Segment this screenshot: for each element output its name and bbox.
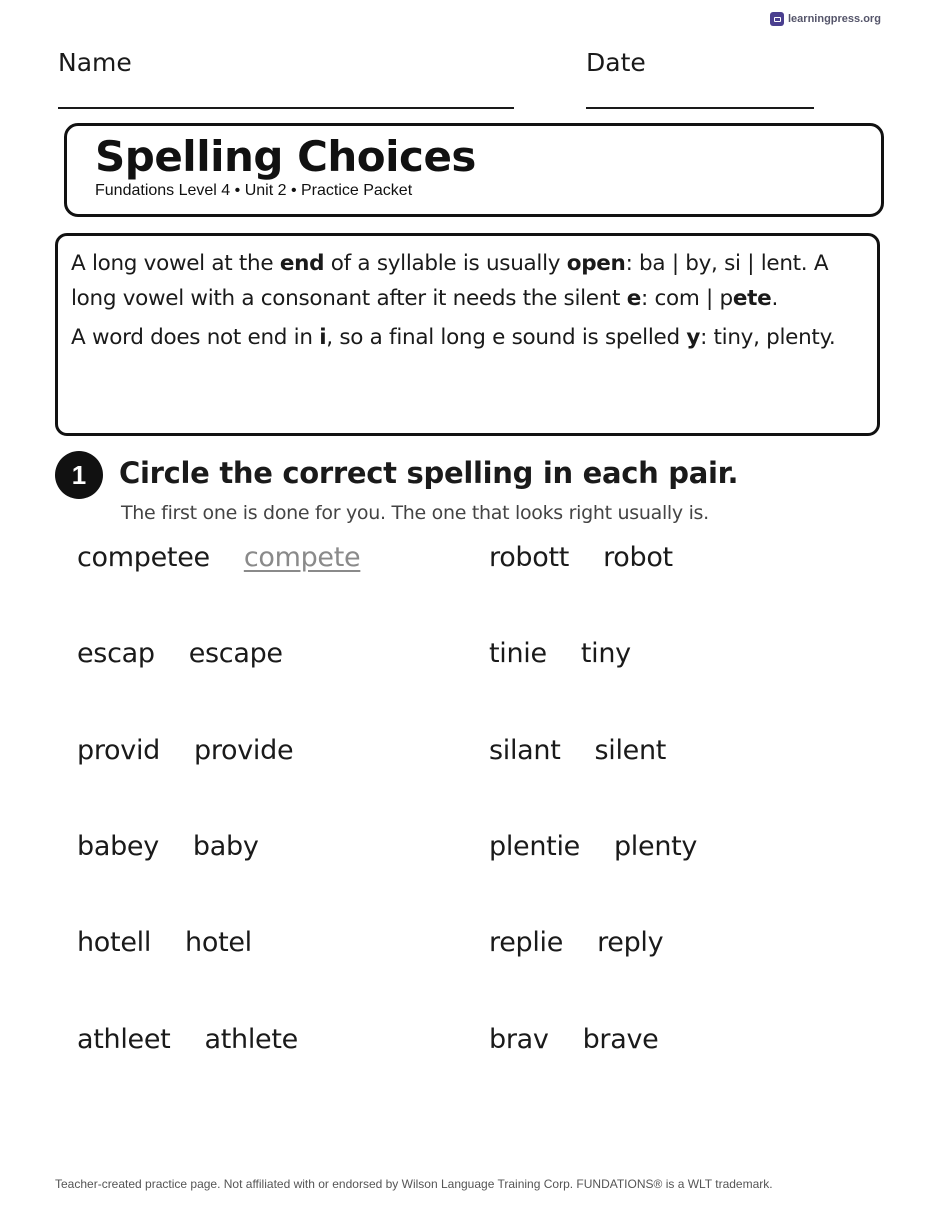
page-subtitle: Fundations Level 4 • Unit 2 • Practice Packet — [95, 182, 413, 199]
spelling-option[interactable]: provid — [77, 734, 160, 766]
name-label: Name — [58, 48, 132, 77]
rule-text: : ba | by, si | lent. A long vowel with a consonant after it needs the silent — [71, 251, 829, 311]
rule-bold-text: i — [319, 325, 327, 350]
rule-text: A long vowel at the — [71, 251, 280, 276]
instruction-hint: The first one is done for you. The one that looks right usually is. — [121, 502, 709, 524]
spelling-option[interactable]: competee — [77, 542, 210, 573]
word-pair — [77, 542, 360, 573]
spelling-option[interactable]: reply — [597, 927, 664, 959]
spelling-option[interactable]: plenty — [613, 830, 698, 862]
brand-logo — [770, 12, 881, 26]
spelling-option[interactable]: provide — [193, 734, 294, 766]
word-pair — [77, 927, 252, 958]
page-title: Spelling Choices — [95, 132, 476, 181]
spelling-option[interactable]: silent — [594, 734, 667, 766]
word-pair — [489, 638, 631, 669]
word-pair — [77, 1024, 298, 1055]
spelling-option[interactable]: hotell — [77, 927, 152, 959]
word-pair — [77, 831, 259, 862]
spelling-option[interactable]: athleet — [77, 1023, 171, 1055]
rule-paragraph-1 — [71, 246, 863, 316]
word-pair — [489, 542, 673, 573]
rule-bold-text: e — [626, 286, 642, 311]
date-label: Date — [586, 48, 646, 77]
rule-box — [55, 233, 880, 436]
word-pair — [489, 831, 697, 862]
word-pair — [489, 1024, 658, 1055]
word-pair — [77, 735, 293, 766]
rule-text: : com | p — [641, 286, 733, 311]
word-pair — [77, 638, 283, 669]
rule-bold-text: end — [279, 251, 325, 276]
footer-disclaimer: Teacher-created practice page. Not affiliated with or endorsed by Wilson Language Training Corp. FUNDATIONS® is a WLT trademark. — [55, 1177, 773, 1191]
spelling-option[interactable]: brave — [582, 1023, 659, 1055]
spelling-option[interactable]: tiny — [580, 638, 631, 670]
spelling-option[interactable]: silant — [489, 734, 561, 766]
spelling-option[interactable]: baby — [192, 830, 259, 862]
rule-text: of a syllable is usually — [324, 251, 567, 276]
rule-text: A word does not end in — [71, 325, 320, 350]
word-pair — [489, 927, 663, 958]
date-line — [586, 107, 814, 109]
rule-text: , so a final long e sound is spelled — [326, 325, 687, 350]
example-answer-word[interactable]: compete — [243, 542, 361, 573]
spelling-option[interactable]: escape — [188, 638, 283, 670]
spelling-option[interactable]: athlete — [204, 1023, 298, 1055]
instruction-heading: Circle the correct spelling in each pair. — [119, 456, 739, 490]
spelling-option[interactable]: brav — [489, 1023, 549, 1055]
book-icon — [770, 12, 784, 26]
spelling-option[interactable]: hotel — [185, 927, 252, 959]
rule-paragraph-2 — [71, 320, 863, 355]
spelling-option[interactable]: replie — [489, 927, 564, 959]
rule-text: : tiny, plenty. — [700, 325, 836, 350]
spelling-option[interactable]: escap — [77, 638, 155, 670]
spelling-option[interactable]: robott — [489, 542, 570, 573]
name-line — [58, 107, 514, 109]
step-number-badge: 1 — [55, 451, 103, 499]
spelling-option[interactable]: robot — [603, 542, 673, 573]
rule-bold-text: y — [686, 325, 701, 350]
spelling-option[interactable]: plentie — [489, 830, 580, 862]
spelling-option[interactable]: tinie — [489, 638, 547, 670]
brand-text: learningpress.org — [788, 13, 881, 25]
word-pair — [489, 735, 666, 766]
title-box — [64, 123, 884, 217]
rule-bold-text: ete — [732, 286, 772, 311]
spelling-option[interactable]: babey — [77, 830, 159, 862]
rule-text: . — [771, 286, 778, 311]
rule-bold-text: open — [566, 251, 626, 276]
